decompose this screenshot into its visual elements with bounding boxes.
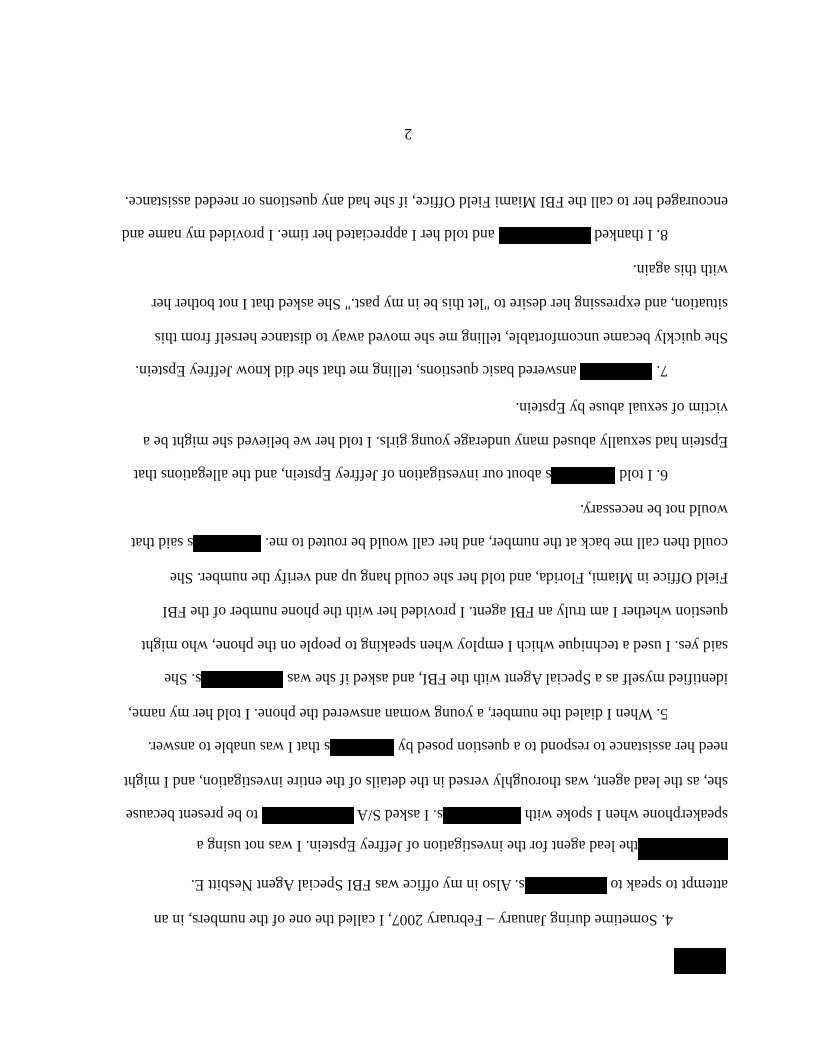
paragraph-5-line-1: 5. When I dialed the number, a young woman answered the phone. I told her my name, xyxy=(128,705,668,722)
redaction-block xyxy=(581,363,653,380)
redaction-block xyxy=(674,948,726,974)
paragraph-4-line-5: she, as the lead agent, was thoroughly versed in the details of the entire investigation, and I might xyxy=(123,773,728,790)
paragraph-4-line-3: the lead agent for the investigation of Jeffrey Epstein. I was not using a xyxy=(197,836,728,860)
paragraph-6-line-1: 6. I told s about our investigation of Jeffrey Epstein, and the allegations that xyxy=(133,466,668,483)
paragraph-6-line-3: victim of sexual abuse by Epstein. xyxy=(515,399,728,416)
paragraph-7-line-3: situation, and expressing her desire to "let this be in my past." She asked that I not bother her xyxy=(151,295,728,312)
paragraph-5-line-2: identified myself as a Special Agent with the FBI, and asked if she was s. She xyxy=(164,670,728,687)
paragraph-5-line-6: could then call me back at the number, and her call would be routed to me. s said that xyxy=(131,534,728,551)
paragraph-4-line-4: speakerphone when I spoke with s. I asked S/A to be present because xyxy=(125,806,728,823)
paragraph-5-line-5: Field Office in Miami, Florida, and told her she could hang up and verify the number. She xyxy=(169,569,728,586)
redaction-block xyxy=(525,877,607,894)
paragraph-8-line-2: encouraged her to call the FBI Miami Field Office, if she had any questions or needed assistance. xyxy=(124,193,728,210)
redaction-block xyxy=(193,535,261,552)
paragraph-7-line-1: 7. answered basic questions, telling me that she did know Jeffrey Epstein. xyxy=(135,362,668,379)
redaction-block xyxy=(551,467,615,484)
paragraph-4-line-1: 4. Sometime during January – February 2007, I called the one of the numbers, in an xyxy=(153,911,673,928)
redaction-block xyxy=(262,807,354,824)
paragraph-7-line-2: She quickly became uncomfortable, telling me she moved away to distance herself from this xyxy=(154,329,728,346)
paragraph-5-line-3: said yes. I used a technique which I employ when speaking to people on the phone, who might xyxy=(141,637,728,654)
paragraph-6-line-2: Epstein had sexually abused many underage young girls. I told her we believed she might be a xyxy=(143,433,728,450)
paragraph-5-line-7: would not be necessary. xyxy=(580,501,728,518)
redaction-block xyxy=(499,227,591,244)
paragraph-5-line-4: question whether I am truly an FBI agent. I provided her with the phone number of the FBI xyxy=(162,603,728,620)
page-number: 2 xyxy=(404,125,412,142)
paragraph-4-line-2: attempt to speak to s. Also in my office was FBI Special Agent Nesbitt E. xyxy=(190,876,728,893)
paragraph-7-line-4: with this again. xyxy=(632,261,728,278)
redaction-block xyxy=(638,838,728,860)
paragraph-4-line-6: need her assistance to respond to a question posed by s that I was unable to answer. xyxy=(147,738,728,755)
redaction-block xyxy=(443,807,521,824)
redaction-block xyxy=(330,739,394,756)
paragraph-8-line-1: 8. I thanked and told her I appreciated her time. I provided my name and xyxy=(121,226,668,243)
redaction-block xyxy=(201,671,283,688)
